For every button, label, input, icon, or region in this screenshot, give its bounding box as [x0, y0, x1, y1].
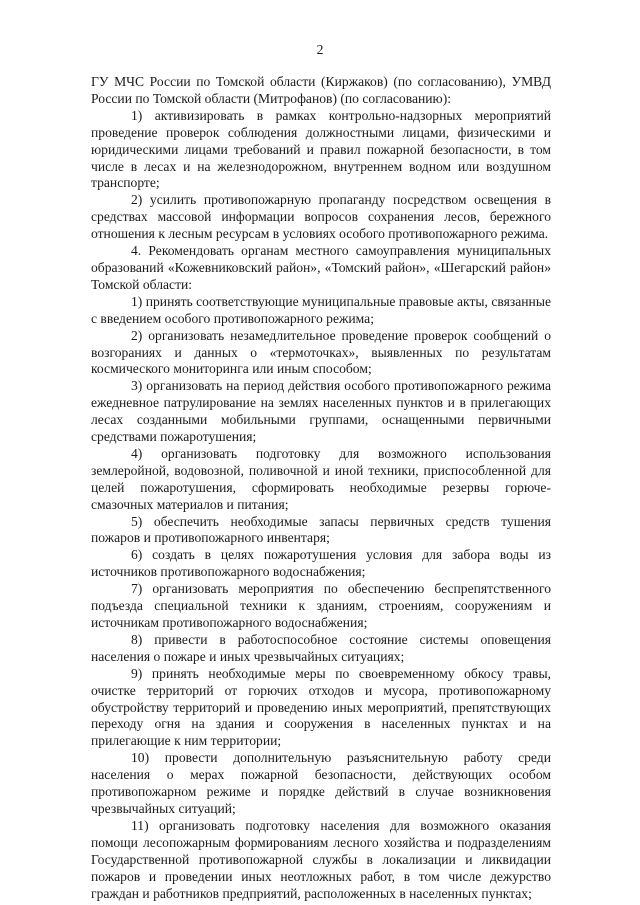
paragraph-item-2-propaganda: 2) усилить противопожарную пропаганду посредством освещения в средствах массовой информации вопросов сохранения лесов, бережного отношения к лесным ресурсам в условиях особого противопожарного режима. [91, 192, 551, 242]
paragraph-addressees: ГУ МЧС России по Томской области (Киржаков) (по согласованию), УМВД России по Томской области (Митрофанов) (по согласованию): [91, 74, 551, 106]
page-number: 2 [316, 42, 324, 57]
paragraph-item-1-legal-acts: 1) принять соответствующие муниципальные правовые акты, связанные с введением особого противопожарного режима; [91, 293, 551, 326]
paragraph-item-1-inspections: 1) активизировать в рамках контрольно-надзорных мероприятий проведение проверок соблюдения должностными лицами, физическими и юридическими лицами требований и правил пожарной безопасности, в том числе в лесах и на железнодорожном, внутреннем водном или воздушном транспорте; [91, 107, 551, 191]
paragraph-item-5-supplies: 5) обеспечить необходимые запасы первичных средств тушения пожаров и противопожарного инвентаря; [91, 513, 551, 546]
paragraph-item-3-patrols: 3) организовать на период действия особого противопожарного режима ежедневное патрулирование на землях населенных пунктов и в прилегающих лесах созданными мобильными группами, оснащенными первичными средствами пожаротушения; [91, 378, 551, 445]
document-body [91, 74, 551, 902]
paragraph-item-8-alerts: 8) привести в работоспособное состояние системы оповещения населения о пожаре и иных чрезвычайных ситуациях; [91, 631, 551, 664]
paragraph-item-6-water: 6) создать в целях пожаротушения условия для забора воды из источников противопожарного водоснабжения; [91, 547, 551, 580]
paragraph-item-11-population: 11) организовать подготовку населения для возможного оказания помощи лесопожарным формированиям лесного хозяйства и подразделениям Государственной противопожарной службы в локализации и ликвидации пожаров и проведении иных неотложных работ, в том числе дежурство граждан и работников предприятий, расположенных в населенных пунктах; [91, 817, 551, 901]
paragraph-section-4: 4. Рекомендовать органам местного самоуправления муниципальных образований «Кожевниковский район», «Томский район», «Шегарский район» Томской области: [91, 243, 551, 292]
paragraph-item-4-equipment: 4) организовать подготовку для возможного использования землеройной, водовозной, поливочной и иной техники, приспособленной для целей пожаротушения, сформировать необходимые резервы горюче-смазочных материалов и питания; [91, 445, 551, 512]
paragraph-item-9-mowing: 9) принять необходимые меры по своевременному обкосу травы, очистке территорий от горючих отходов и мусора, противопожарному обустройству территорий и проведению иных мероприятий, препятствующих переходу огня на здания и сооружения в населенных пунктах и на прилегающие к ним территории; [91, 665, 551, 749]
paragraph-item-10-outreach: 10) провести дополнительную разъяснительную работу среди населения о мерах пожарной безопасности, действующих особом противопожарном режиме и порядке действий в случае возникновения чрезвычайных ситуаций; [91, 750, 551, 816]
paragraph-item-2-reports: 2) организовать незамедлительное проведение проверок сообщений о возгораниях и данных о «термоточках», выявленных по результатам космического мониторинга или иным способом; [91, 327, 551, 377]
paragraph-item-7-access: 7) организовать мероприятия по обеспечению беспрепятственного подъезда специальной техники к зданиям, строениям, сооружениям и источникам противопожарного водоснабжения; [91, 581, 551, 630]
